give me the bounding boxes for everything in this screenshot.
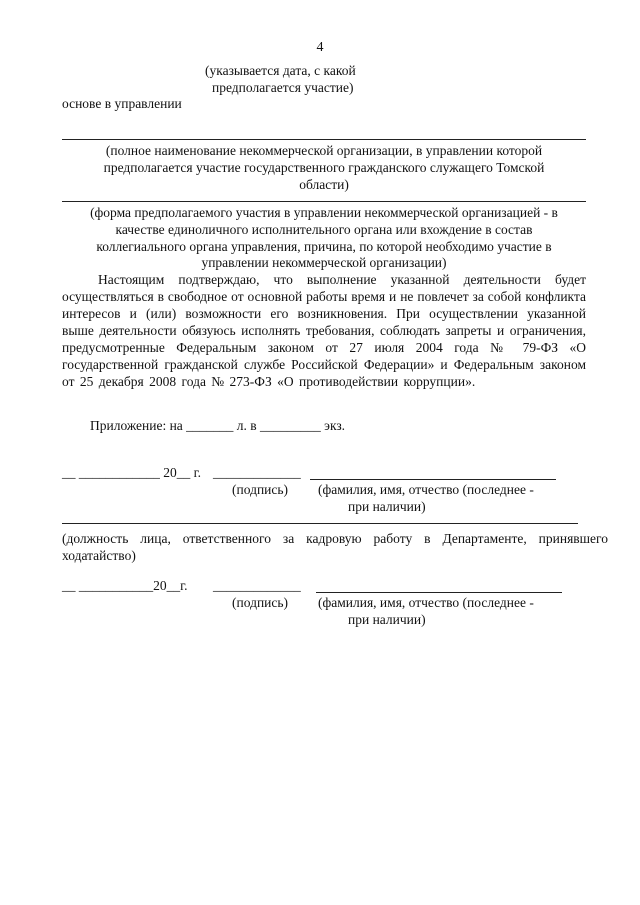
org-name-note-line: (полное наименование некоммерческой организации, в управлении которой <box>105 143 543 158</box>
signature-date-line: __ ___________20__г. <box>62 578 188 593</box>
form-note-line: качестве единоличного исполнительного органа или вхождение в состав <box>115 222 533 237</box>
name-label-line: (фамилия, имя, отчество (последнее - <box>318 482 534 497</box>
attachment-line: Приложение: на _______ л. в _________ экз. <box>90 418 346 433</box>
name-blank-line <box>310 479 556 480</box>
confirmation-line: предусмотренные Федеральным законом от 27 июля 2004 года № 79-ФЗ «О <box>62 340 586 355</box>
date-note-line: (указывается дата, с какой <box>205 63 356 78</box>
date-note-line: предполагается участие) <box>212 80 354 95</box>
form-blank-line <box>62 201 586 202</box>
form-note-line: управлении некоммерческой организации) <box>201 255 447 270</box>
signature-blank: _____________ <box>213 578 301 593</box>
org-name-note-line: области) <box>299 177 349 192</box>
name-blank-line <box>316 592 562 593</box>
confirmation-line: интересов и (или) возможности его возникновения. При осуществлении указанной <box>62 306 586 321</box>
signature-date-line: __ ____________ 20__ г. <box>62 465 202 480</box>
responsible-note-line: ходатайство) <box>62 548 136 563</box>
responsible-note-line: (должность лица, ответственного за кадровую работу в Департаменте, принявшего <box>62 531 608 546</box>
org-name-note-line: предполагается участие государственного гражданского служащего Томской <box>103 160 545 175</box>
responsible-blank-line <box>62 523 578 524</box>
signature-label: (подпись) <box>232 482 289 497</box>
confirmation-line: от 25 декабря 2008 года № 273-ФЗ «О противодействии коррупции». <box>62 374 476 389</box>
confirmation-line: осуществляться в свободное от основной работы время и не повлечет за собой конфликта <box>62 289 586 304</box>
signature-blank: _____________ <box>213 465 301 480</box>
page-number: 4 <box>316 40 324 55</box>
name-label-line: при наличии) <box>348 499 426 514</box>
confirmation-line: Настоящим подтверждаю, что выполнение указанной деятельности будет <box>98 272 586 287</box>
basis-text: основе в управлении <box>62 96 182 111</box>
name-label-line: при наличии) <box>348 612 426 627</box>
confirmation-line: государственной гражданской службе Российской Федерации» и Федеральным законом <box>62 357 586 372</box>
form-note-line: (форма предполагаемого участия в управлении некоммерческой организацией - в <box>90 205 558 220</box>
confirmation-line: выше деятельности обязуюсь исполнять требования, соблюдать запреты и ограничения, <box>62 323 586 338</box>
org-name-blank-line <box>62 139 586 140</box>
form-note-line: коллегиального органа управления, причина, по которой необходимо участие в <box>96 239 552 254</box>
name-label-line: (фамилия, имя, отчество (последнее - <box>318 595 534 610</box>
signature-label: (подпись) <box>232 595 289 610</box>
